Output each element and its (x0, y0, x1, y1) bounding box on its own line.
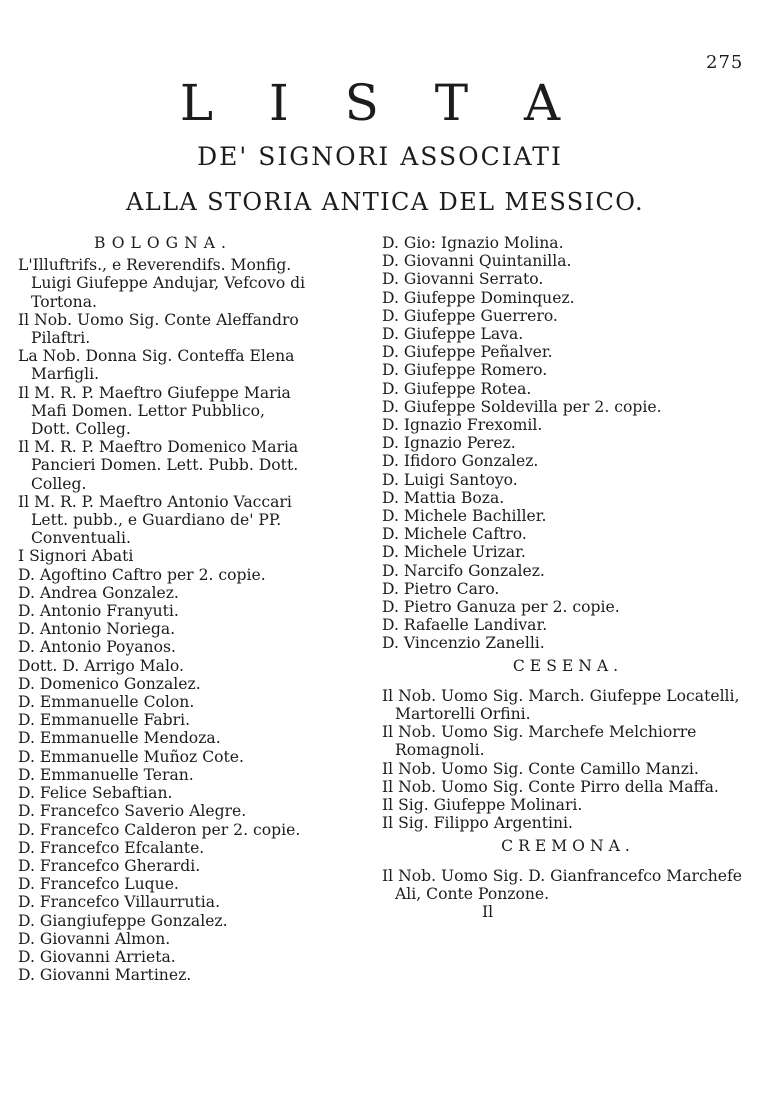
list-subtitle: DE' SIGNORI ASSOCIATI (197, 142, 563, 171)
city-heading: BOLOGNA. (94, 234, 232, 252)
subscriber-entry: D. Pietro Ganuza per 2. copie. (382, 598, 620, 617)
page-number: 275 (706, 52, 744, 73)
subscriber-entry: D. Francefco Saverio Alegre. (18, 802, 247, 821)
subscriber-entry: D. Felice Sebaftian. (18, 784, 173, 803)
subscriber-entry: Il Nob. Uomo Sig. Conte Aleffandro Pilaftri. (18, 310, 299, 348)
subscriber-entry: D. Giovanni Serrato. (382, 270, 544, 289)
subscriber-entry: D. Emmanuelle Colon. (18, 693, 195, 712)
subscriber-entry: D. Giufeppe Dominquez. (382, 288, 575, 307)
subscriber-entry: D. Francefco Villaurrutia. (18, 893, 221, 912)
subscriber-entry: D. Antonio Poyanos. (18, 638, 176, 657)
subscriber-entry: L'Illuftrifs., e Reverendifs. Monfig. Luigi Giufeppe Andujar, Vefcovo di Tortona. (18, 256, 306, 311)
subscriber-entry: D. Luigi Santoyo. (382, 470, 518, 489)
subscriber-entry: D. Antonio Franyuti. (18, 602, 179, 621)
list-subtitle-2: ALLA STORIA ANTICA DEL MESSICO. (126, 188, 644, 216)
left-column (18, 234, 308, 984)
subscriber-entry: D. Rafaelle Landivar. (382, 616, 548, 635)
subscriber-entry: Il M. R. P. Maeftro Domenico Maria Pancieri Domen. Lett. Pubb. Dott. Colleg. (18, 438, 299, 493)
subscriber-entry: D. Michele Caftro. (382, 525, 527, 544)
city-heading: CESENA. (512, 656, 624, 675)
subscriber-entry: D. Giufeppe Soldevilla per 2. copie. (382, 397, 662, 416)
subscriber-entry: D. Giufeppe Lava. (382, 325, 524, 344)
subscriber-entry: D. Francefco Gherardi. (18, 856, 201, 875)
subscriber-entry: D. Giufeppe Romero. (382, 361, 548, 380)
subscriber-entry: D. Emmanuelle Teran. (18, 765, 194, 784)
subscriber-entry: D. Agoftino Caftro per 2. copie. (18, 565, 266, 584)
subscriber-entry: D. Emmanuelle Mendoza. (18, 729, 221, 748)
subscriber-entry: D. Narcifo Gonzalez. (382, 561, 545, 580)
catchword: Il (482, 903, 494, 922)
subscriber-entry: D. Michele Urizar. (382, 543, 526, 562)
subscriber-entry: D. Emmanuelle Muñoz Cote. (18, 747, 244, 766)
subscriber-entry: Il Sig. Giufeppe Molinari. (382, 796, 583, 815)
subscriber-entry: Il Nob. Uomo Sig. Conte Pirro della Maffa. (382, 777, 719, 796)
subscriber-entry: D. Giangiufeppe Gonzalez. (18, 911, 228, 930)
subscriber-entry: D. Francefco Calderon per 2. copie. (18, 820, 301, 839)
subscriber-entry: D. Giufeppe Guerrero. (382, 306, 558, 325)
subscriber-entry: D. Giovanni Quintanilla. (382, 252, 572, 271)
subscriber-entry: D. Giovanni Arrieta. (18, 947, 176, 966)
subscriber-entry: D. Mattia Boza. (382, 488, 505, 507)
subscriber-entry: D. Francefco Efcalante. (18, 838, 205, 857)
subscriber-entry: D. Domenico Gonzalez. (18, 674, 201, 693)
city-heading: CREMONA. (501, 836, 635, 855)
subscriber-entry: D. Giovanni Martinez. (18, 966, 192, 985)
subscriber-entry: Il Nob. Uomo Sig. Conte Camillo Manzi. (382, 759, 699, 778)
list-title: L I S T A (179, 74, 581, 132)
subscriber-entry: D. Ignazio Perez. (382, 434, 516, 453)
subscriber-entry: D. Ifidoro Gonzalez. (382, 452, 539, 471)
subscriber-entry: D. Francefco Luque. (18, 875, 179, 894)
subscriber-entry: D. Vincenzio Zanelli. (382, 634, 545, 653)
subscriber-entry: Il Nob. Uomo Sig. Marchefe Melchiorre Romagnoli. (382, 723, 697, 760)
subscriber-entry: D. Pietro Caro. (382, 579, 500, 598)
subscriber-entry: D. Giufeppe Peñalver. (382, 343, 553, 362)
subscriber-entry: Il M. R. P. Maeftro Giufeppe Maria Mafi Domen. Lettor Pubblico, Dott. Colleg. (18, 383, 291, 439)
subscriber-entry: La Nob. Donna Sig. Conteffa Elena Marfigli. (18, 347, 295, 384)
subscriber-entry: D. Ignazio Frexomil. (382, 416, 543, 435)
subscriber-entry: D. Giufeppe Rotea. (382, 379, 532, 398)
subscriber-entry: D. Andrea Gonzalez. (18, 583, 179, 602)
subscriber-entry: D. Gio: Ignazio Molina. (382, 234, 564, 252)
subscriber-entry: Il M. R. P. Maeftro Antonio Vaccari Lett. pubb., e Guardiano de' PP. Conventuali. (18, 492, 292, 548)
subscriber-entry: Il Nob. Uomo Sig. March. Giufeppe Locatelli, Martorelli Orfini. (382, 686, 740, 724)
right-column (382, 234, 754, 921)
subscriber-entry: D. Giovanni Almon. (18, 929, 171, 948)
subscriber-entry: D. Michele Bachiller. (382, 507, 547, 526)
subscriber-entry: D. Emmanuelle Fabri. (18, 711, 191, 730)
subscriber-entry: D. Antonio Noriega. (18, 620, 176, 639)
subscriber-entry: Il Sig. Filippo Argentini. (382, 814, 573, 833)
subscriber-entry: Il Nob. Uomo Sig. D. Gianfrancefco Marchefe Ali, Conte Ponzone. (382, 866, 743, 903)
subscriber-entry: I Signori Abati (18, 547, 134, 566)
subscriber-entry: Dott. D. Arrigo Malo. (18, 656, 185, 675)
